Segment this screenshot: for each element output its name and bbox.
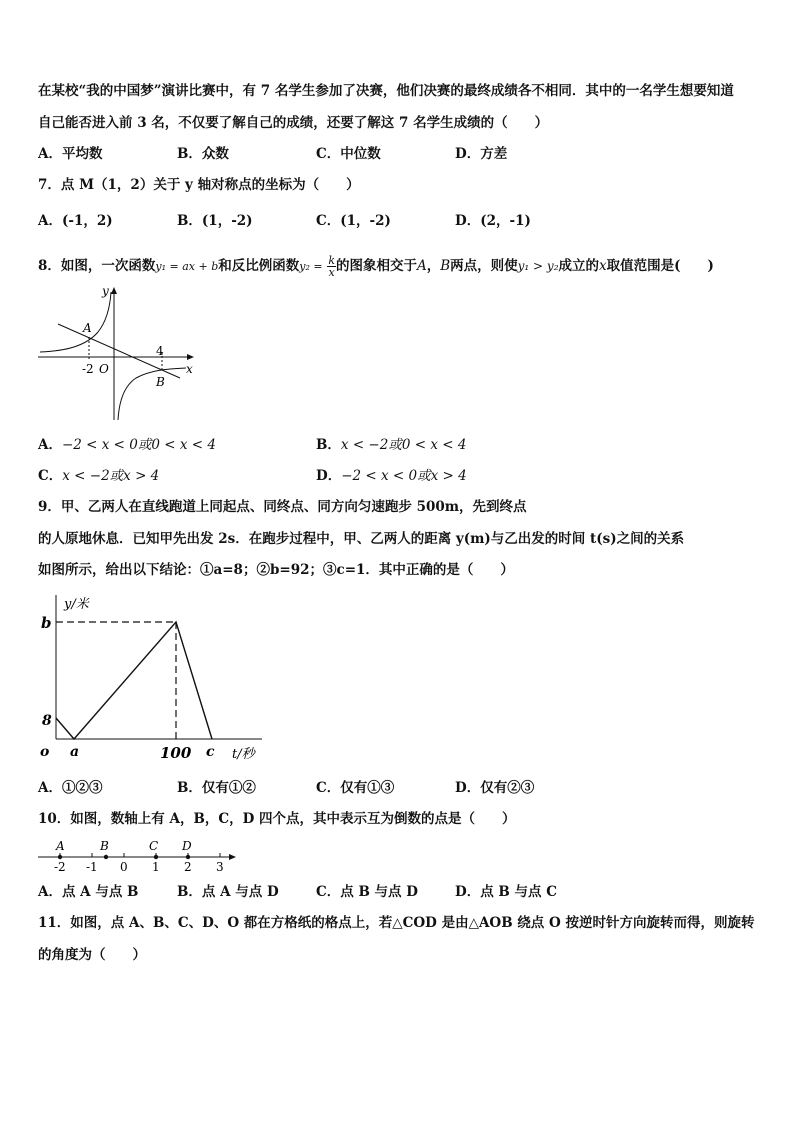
q7-option-d[interactable]: D．(2，-1) [455, 213, 531, 229]
q8-stem-part5: 成立的 [558, 258, 600, 274]
q10-stem: 10．如图，数轴上有 A，B，C，D 四个点，其中表示互为倒数的点是（ ） [38, 811, 516, 827]
q8-point-b: B [156, 375, 165, 389]
q9-y-label: y/米 [64, 597, 89, 612]
q8-option-b[interactable] [316, 436, 466, 454]
q8-tick-4: 4 [156, 344, 164, 358]
q8-x-label: x [186, 362, 193, 376]
q8-stem-part2: 和反比例函数 [218, 258, 300, 274]
q8-option-d-math: −2 < x < 0或x > 4 [341, 468, 467, 484]
q9-100-label: 100 [160, 744, 192, 762]
q8-frac-den: x [328, 266, 335, 279]
q8-stem-part6: 取值范围是( ) [606, 258, 714, 274]
q9-b-label: b [41, 614, 52, 632]
q8-tick-neg2: -2 [82, 362, 94, 376]
q10-number-line [36, 836, 246, 876]
q6-option-a[interactable]: A．平均数 [38, 146, 103, 162]
q9-8-label: 8 [42, 713, 52, 729]
q8-stem [38, 255, 714, 278]
q10-label-c: C [149, 839, 159, 853]
q6-option-c[interactable]: C．中位数 [316, 146, 381, 162]
q7-option-b[interactable]: B．(1，-2) [177, 213, 253, 229]
q8-stem-part4: 两点，则使 [450, 258, 518, 274]
q8-option-c-letter: C． [38, 468, 63, 484]
q10-tick-label-3: 3 [216, 860, 224, 874]
q8-option-a-letter: A． [38, 437, 62, 453]
q8-graph [36, 282, 206, 424]
q8-option-c-math: x < −2或x > 4 [62, 468, 160, 484]
q9-option-d[interactable]: D．仅有②③ [455, 780, 535, 796]
q8-y-arrow [111, 287, 117, 294]
q10-option-b[interactable]: B．点 A 与点 D [177, 884, 279, 900]
q8-y-label: y [102, 284, 109, 298]
q6-option-d[interactable]: D．方差 [455, 146, 508, 162]
q10-tick-label-m1: -1 [86, 860, 98, 874]
q8-x-var: x [599, 258, 607, 274]
q10-label-a: A [56, 839, 65, 853]
q10-option-d[interactable]: D．点 B 与点 C [455, 884, 557, 900]
q8-stem-part1: 8．如图，一次函数 [38, 258, 156, 274]
q8-option-b-math: x < −2或0 < x < 4 [340, 437, 467, 453]
q10-point-b [104, 855, 108, 859]
q10-point-c [154, 855, 158, 859]
q8-condition: y₁ > y₂ [517, 259, 559, 273]
q8-option-c[interactable] [38, 467, 159, 485]
q9-stem-line3: 如图所示，给出以下结论：①a=8；②b=92；③c=1．其中正确的是（ ） [38, 562, 514, 578]
q8-stem-part3: 的图象相交于 [335, 258, 417, 274]
q10-label-d: D [182, 839, 192, 853]
q8-x-arrow [187, 354, 194, 360]
q9-a-label: a [70, 744, 80, 760]
q9-stem-line1: 9．甲、乙两人在直线跑道上同起点、同终点、同方向匀速跑步 500m，先到终点 [38, 499, 527, 515]
q8-frac-num: k [328, 254, 335, 267]
q10-point-a [58, 855, 62, 859]
q10-point-d [186, 855, 190, 859]
q9-option-a[interactable]: A．①②③ [38, 780, 103, 796]
q9-o-label: o [40, 744, 50, 760]
q8-fraction [327, 255, 336, 278]
q8-option-d-letter: D． [316, 468, 342, 484]
q8-y1-formula: y₁ = ax + b [155, 260, 219, 273]
q9-graph [36, 592, 266, 764]
q7-option-c[interactable]: C．(1，-2) [316, 213, 391, 229]
q6-stem-line1: 在某校“我的中国梦”演讲比赛中，有 7 名学生参加了决赛，他们决赛的最终成绩各不相同．其中的一名学生想要知道 [38, 83, 734, 99]
q7-option-a[interactable]: A．(-1，2) [38, 213, 113, 229]
q9-distance-line [56, 622, 212, 739]
q10-tick-label-0: 0 [120, 860, 128, 874]
q8-y2-formula: y₂ = [299, 260, 323, 273]
q8-point-a: A [83, 321, 92, 335]
q11-stem-line2: 的角度为（ ） [38, 947, 146, 963]
q10-option-c[interactable]: C．点 B 与点 D [316, 884, 418, 900]
q8-point-a-label: A [416, 258, 427, 274]
q11-stem-line1: 11．如图，点 A、B、C、D、O 都在方格纸的格点上，若△COD 是由△AOB 绕点 O 按逆时针方向旋转而得，则旋转 [38, 915, 755, 931]
q8-origin-label: O [99, 362, 109, 376]
q7-stem: 7．点 M（1，2）关于 y 轴对称点的坐标为（ ） [38, 177, 360, 193]
q10-tick-label-1: 1 [152, 860, 160, 874]
q8-option-a-math: −2 < x < 0或0 < x < 4 [61, 437, 216, 453]
q10-label-b: B [100, 839, 109, 853]
q10-option-a[interactable]: A．点 A 与点 B [38, 884, 139, 900]
q8-option-d[interactable] [316, 467, 467, 485]
q9-option-b[interactable]: B．仅有①② [177, 780, 256, 796]
q9-c-label: c [206, 744, 215, 760]
q10-tick-label-m2: -2 [54, 860, 66, 874]
q8-point-b-label: B [440, 258, 451, 274]
q10-axis-arrow [229, 854, 236, 860]
q6-stem-line2: 自己能否进入前 3 名，不仅要了解自己的成绩，还要了解这 7 名学生成绩的（ ） [38, 115, 549, 131]
q9-stem-line2: 的人原地休息．已知甲先出发 2s．在跑步过程中，甲、乙两人的距离 y(m)与乙出发的时间 t(s)之间的关系 [38, 531, 685, 547]
q9-t-label: t/秒 [232, 747, 255, 762]
q6-option-b[interactable]: B．众数 [177, 146, 229, 162]
q9-option-c[interactable]: C．仅有①③ [316, 780, 395, 796]
q10-tick-label-2: 2 [184, 860, 192, 874]
q8-option-b-letter: B． [316, 437, 341, 453]
q8-sep: ， [426, 258, 441, 274]
q8-option-a[interactable] [38, 436, 216, 454]
